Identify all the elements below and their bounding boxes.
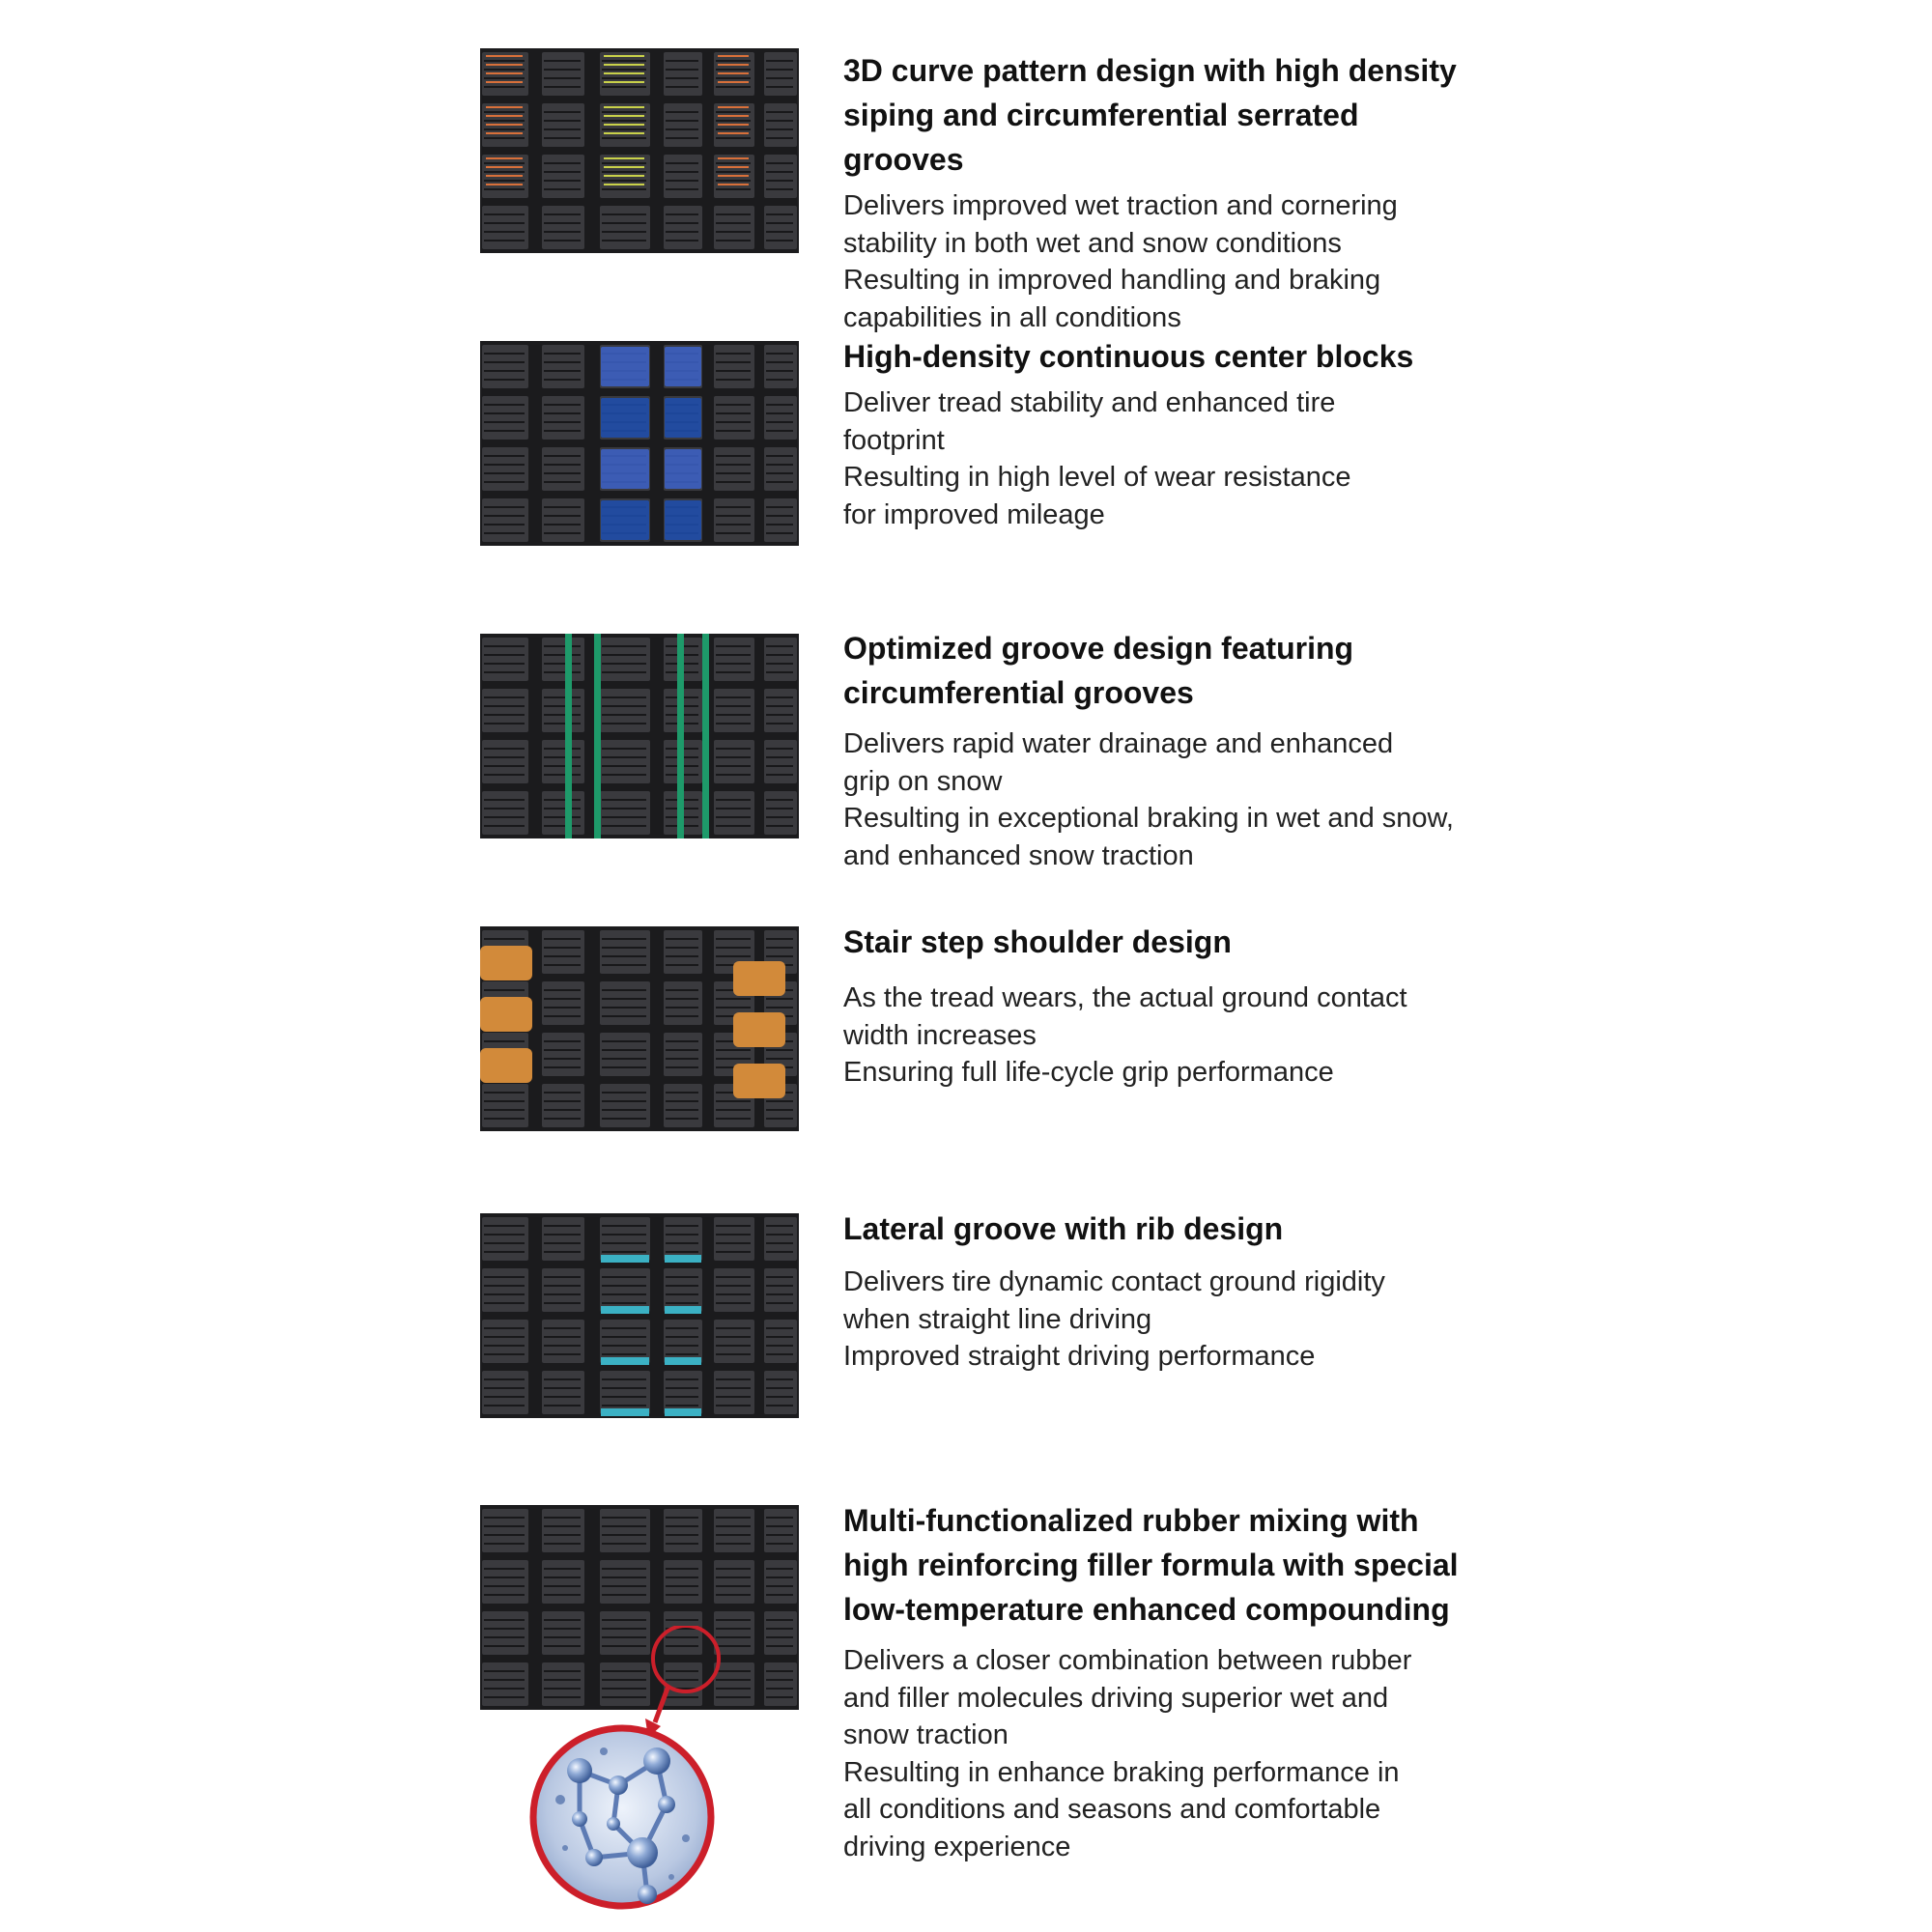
tread-svg-4: [480, 926, 799, 1131]
desc-line: stability in both wet and snow conditions: [843, 227, 1342, 259]
arrow-line: [655, 1686, 668, 1722]
desc-line: As the tread wears, the actual ground contact: [843, 982, 1407, 1013]
title-line: High-density continuous center blocks: [843, 339, 1414, 374]
feature-description: [843, 980, 1481, 1092]
feature-title: [843, 1498, 1481, 1632]
tire-tread-image-shoulder: [480, 926, 799, 1131]
feature-description: [843, 1642, 1481, 1865]
title-line: Lateral groove with rib design: [843, 1211, 1284, 1246]
desc-line: snow traction: [843, 1719, 1009, 1750]
tire-tread-image-center-blocks: [480, 341, 799, 546]
desc-line: Resulting in improved handling and braking: [843, 265, 1381, 296]
feature-description: [843, 187, 1481, 336]
feature-description: [843, 1264, 1481, 1376]
desc-line: Improved straight driving performance: [843, 1341, 1316, 1372]
feature-title: [843, 1207, 1481, 1251]
feature-description: [843, 725, 1481, 874]
tire-tread-image-lateral: [480, 1213, 799, 1418]
desc-line: grip on snow: [843, 765, 1003, 797]
title-line: Optimized groove design featuring: [843, 631, 1354, 666]
desc-line: Resulting in exceptional braking in wet and snow,: [843, 803, 1454, 834]
feature-title: [843, 920, 1481, 964]
tire-tread-image-grooves: [480, 634, 799, 838]
title-line: low-temperature enhanced compounding: [843, 1592, 1450, 1627]
feature-title: [843, 48, 1481, 182]
desc-line: driving experience: [843, 1831, 1071, 1862]
desc-line: footprint: [843, 424, 945, 456]
desc-line: Ensuring full life-cycle grip performance: [843, 1057, 1334, 1088]
molecule-zoom-icon: [522, 1626, 773, 1916]
title-line: circumferential grooves: [843, 675, 1194, 710]
zoom-circle: [653, 1626, 719, 1691]
desc-line: Resulting in enhance braking performance in: [843, 1756, 1400, 1788]
desc-line: all conditions and seasons and comfortable: [843, 1794, 1381, 1825]
molecule-circle: [533, 1728, 711, 1906]
tread-svg-2: [480, 341, 799, 546]
title-line: Multi-functionalized rubber mixing with: [843, 1503, 1419, 1538]
feature-description: [843, 384, 1481, 533]
desc-line: Delivers a closer combination between rubber: [843, 1645, 1412, 1676]
desc-line: for improved mileage: [843, 498, 1105, 530]
desc-line: when straight line driving: [843, 1303, 1152, 1335]
feature-title: [843, 626, 1481, 715]
desc-line: and filler molecules driving superior wet and: [843, 1682, 1389, 1714]
desc-line: width increases: [843, 1019, 1037, 1051]
title-line: siping and circumferential serrated grooves: [843, 98, 1359, 177]
title-line: high reinforcing filler formula with special: [843, 1548, 1459, 1582]
feature-title: [843, 334, 1481, 379]
desc-line: Delivers tire dynamic contact ground rigidity: [843, 1266, 1385, 1297]
desc-line: Delivers improved wet traction and cornering: [843, 190, 1398, 221]
tread-svg-3: [480, 634, 799, 838]
desc-line: and enhanced snow traction: [843, 839, 1194, 871]
title-line: Stair step shoulder design: [843, 924, 1232, 959]
desc-line: Resulting in high level of wear resistance: [843, 462, 1351, 493]
desc-line: Deliver tread stability and enhanced tire: [843, 387, 1336, 418]
tire-tread-image-siping: [480, 48, 799, 253]
tread-svg-5: [480, 1213, 799, 1418]
desc-line: capabilities in all conditions: [843, 301, 1181, 333]
desc-line: Delivers rapid water drainage and enhanced: [843, 728, 1394, 759]
tread-svg-1: [480, 48, 799, 253]
title-line: 3D curve pattern design with high density: [843, 53, 1457, 88]
